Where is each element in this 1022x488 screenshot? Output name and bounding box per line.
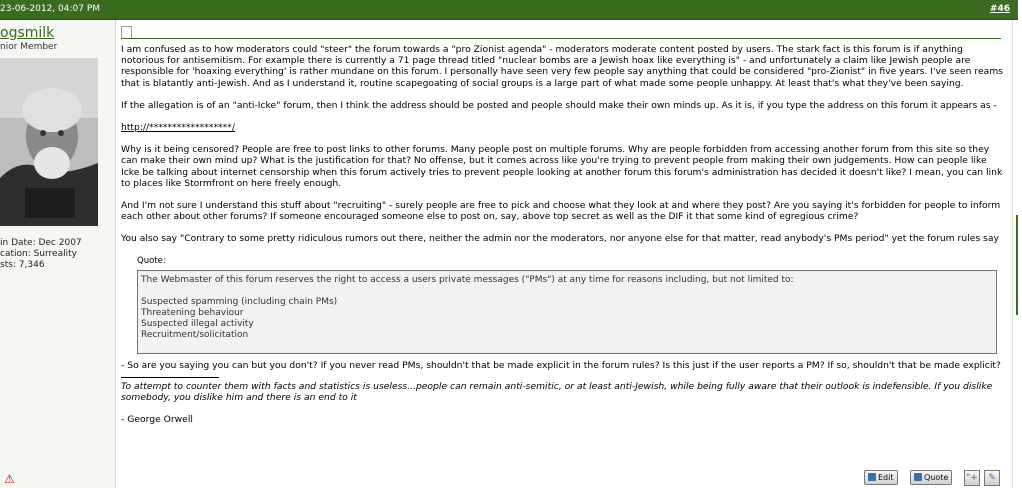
user-location: cation: Surreality	[0, 249, 77, 259]
quote-button-label: Quote	[924, 473, 949, 482]
paragraph: Why is it being censored? People are free to post links to other forums. Many people post on multiple forums. Why are people forbidden from accessing another forum from this site so they can make their own mind up? What is the justification for that? No offense, but it comes across like you're trying to prevent people from making their own judgements. How can people like Icke be talking about internet censorship when this forum actively tries to prevent people looking at another forum this forum's administration has decided it doesn't like? I mean, you can link to places like Stormfront on here freely enough.	[121, 144, 1003, 189]
post-count: sts: 7,346	[0, 260, 45, 270]
quote-intro: The Webmaster of this forum reserves the right to access a users private messages ("PMs") at any time for reasons including, but not limited to:	[141, 274, 794, 285]
quote-label: Quote:	[137, 255, 166, 266]
paragraph: And I'm not sure I understand this stuff about "recruiting" - surely people are free to pick and choose what they look at and where they post? Are you saying it's forbidden for people to inform each other about other forums? If someone encouraged someone else to post on, say, above top secret as well as the DIF it that some kind of egregious crime?	[121, 200, 1001, 223]
quote-box	[137, 270, 997, 354]
quote-item: Suspected illegal activity	[141, 318, 254, 329]
avatar[interactable]	[0, 58, 98, 226]
post-header	[0, 0, 1018, 20]
quote-button[interactable]	[910, 470, 952, 485]
paragraph: You also say "Contrary to some pretty ridiculous rumors out there, neither the admin nor the moderators, nor anyone else for that matter, read anybody's PMs period" yet the forum rules say	[121, 233, 999, 245]
user-info	[0, 238, 82, 271]
quote-icon	[914, 473, 922, 481]
multiquote-icon[interactable]: "+	[964, 470, 980, 486]
quote-item: Threatening behaviour	[141, 307, 244, 318]
avatar-image	[0, 58, 98, 226]
paragraph: - So are you saying you can but you don't? If you never read PMs, shouldn't that be made explicit in the forum rules? Is this just if the user reports a PM? If so, shouldn't that be made explicit?	[121, 359, 1001, 371]
username-link[interactable]: ogsmilk	[0, 25, 55, 41]
post-message	[121, 44, 1003, 426]
paragraph: I am confused as to how moderators could "steer" the forum towards a "pro Zionist agenda" - moderators moderate content posted by users. The stark fact is this forum is if anything notorious for antisemitism. For example there is currently a 71 page thread titled "nuclear bombs are a Jewish hoax like everything is" - and unfortunately a claim like Jewish people are responsible for 'hoaxing everything' is rather mundane on this forum. I personally have seen very few people say anything that could be considered "pro-Zionist" in five years. I've seen reams that is blatantly anti-Jewish. And as I understand it, routine scapegoating of social groups is a large part of what made some people unhappy. At least that's what they've been saying.	[121, 44, 1003, 89]
post-action-buttons	[864, 450, 1014, 484]
post-number-link[interactable]: #46	[989, 4, 1010, 14]
edit-button-label: Edit	[878, 473, 894, 482]
quote-item: Recruitment/solicitation	[141, 329, 249, 340]
user-sidebar	[0, 20, 116, 488]
edit-icon	[868, 473, 876, 481]
quote-item: Suspected spamming (including chain PMs)	[141, 296, 338, 307]
right-scroll-area	[1012, 20, 1022, 488]
quick-reply-icon[interactable]: ✎	[984, 470, 1000, 486]
user-title: nior Member	[0, 42, 58, 52]
signature-divider	[121, 377, 219, 378]
signature-author: - George Orwell	[121, 414, 193, 426]
scroll-indicator[interactable]	[1016, 215, 1018, 315]
signature-quote: To attempt to counter them with facts and statistics is useless...people can remain anti-semitic, or at least anti-Jewish, while being fully aware that their outlook is indefensible. If you dislike somebody, you dislike him and there is an end to it	[121, 381, 993, 404]
join-date: in Date: Dec 2007	[0, 238, 82, 248]
title-divider	[121, 38, 1001, 39]
censored-link[interactable]: http://******************/	[121, 122, 235, 134]
edit-button[interactable]	[864, 470, 898, 485]
post-date: 23-06-2012, 04:07 PM	[0, 4, 101, 14]
warning-icon[interactable]: ⚠	[4, 472, 15, 486]
paragraph: If the allegation is of an "anti-Icke" forum, then I think the address should be posted and people should make their own minds up. As it is, if you type the address on this forum it appears as -	[121, 99, 997, 111]
quote-block	[137, 256, 997, 354]
